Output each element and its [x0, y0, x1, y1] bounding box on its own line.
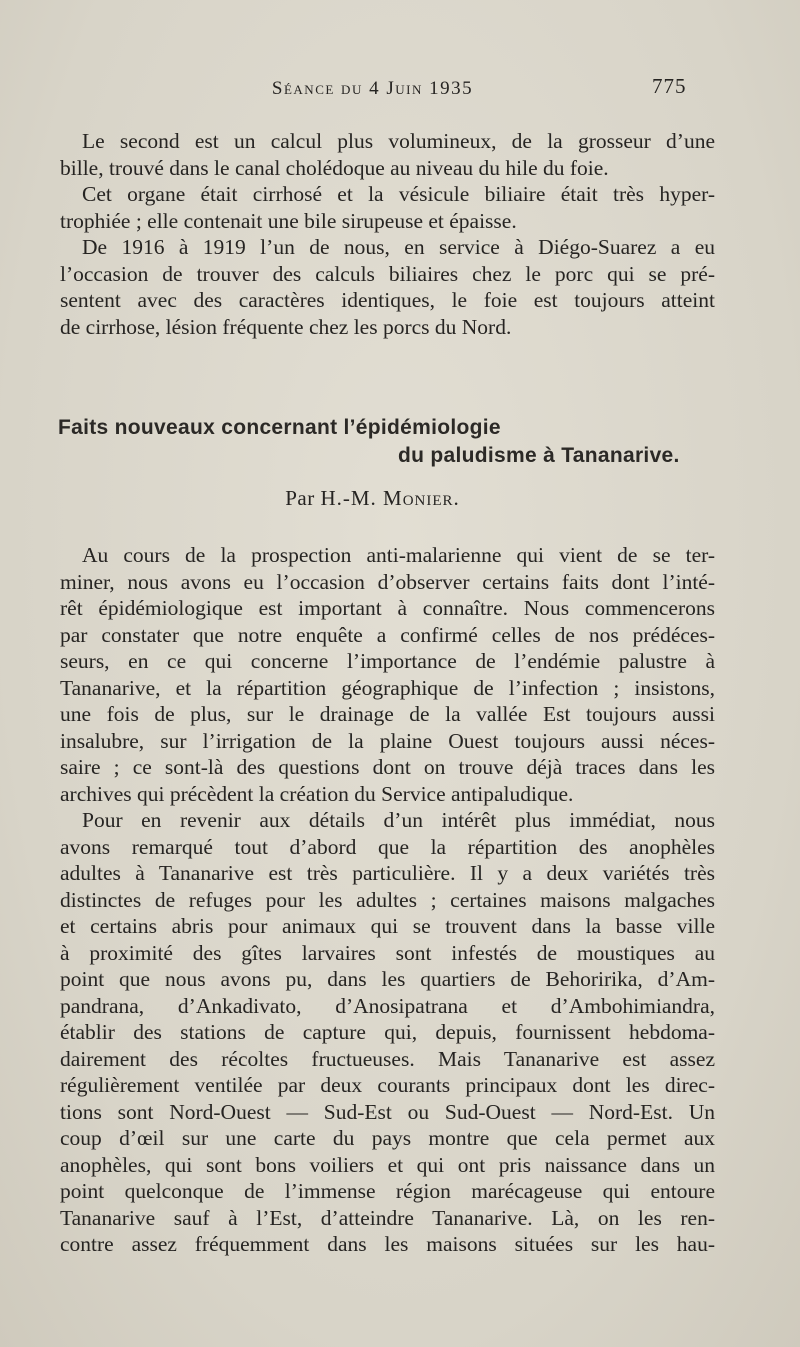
- text-line: avons remarqué tout d’abord que la répartition des anophèles: [60, 834, 715, 859]
- text-line: archives qui précèdent la création du Service antipaludique.: [60, 781, 574, 806]
- text-line: Le second est un calcul plus volumineux, de la grosseur d’une: [82, 129, 715, 153]
- text-line: à proximité des gîtes larvaires sont infestés de moustiques au: [60, 940, 715, 965]
- intro-paragraph-3: [60, 234, 715, 340]
- text-line: établir des stations de capture qui, depuis, fournissent hebdoma-: [60, 1020, 715, 1044]
- running-title: Séance du 4 Juin 1935: [271, 78, 474, 99]
- body-paragraph-1: [60, 542, 715, 807]
- text-line: saire ; ce sont-là des questions dont on trouve déjà traces dans les: [60, 755, 715, 779]
- text-line: Au cours de la prospection anti-malarienne qui vient de se ter-: [82, 543, 715, 567]
- page-bottom-margin: [60, 1220, 715, 1320]
- byline-prefix: Par: [285, 486, 315, 510]
- text-line: bille, trouvé dans le canal cholédoque au niveau du hile du foie.: [60, 155, 609, 180]
- intro-paragraph-1: [60, 128, 715, 181]
- text-line: anophèles, qui sont bons voiliers et qui ont pris naissance dans un: [60, 1152, 715, 1177]
- text-line: Pour en revenir aux détails d’un intérêt plus immédiat, nous: [82, 808, 715, 832]
- article-title: [58, 416, 698, 468]
- page-number: 775: [652, 74, 687, 98]
- text-line: sentent avec des caractères identiques, le foie est toujours atteint: [60, 288, 715, 312]
- text-line: adultes à Tananarive est très particulière. Il y a deux variétés très: [60, 861, 715, 885]
- intro-paragraph-2: [60, 181, 715, 234]
- text-line: Cet organe était cirrhosé et la vésicule biliaire était très hyper-: [82, 182, 715, 206]
- text-line: distinctes de refuges pour les adultes ; certaines maisons malgaches: [60, 887, 715, 912]
- byline: [0, 486, 745, 511]
- text-line: De 1916 à 1919 l’un de nous, en service à Diégo-Suarez a eu: [82, 235, 715, 259]
- text-line: miner, nous avons eu l’occasion d’observer certains faits dont l’inté-: [60, 569, 715, 594]
- text-line: une fois de plus, sur le drainage de la vallée Est toujours aussi: [60, 702, 715, 726]
- text-line: de cirrhose, lésion fréquente chez les porcs du Nord.: [60, 314, 512, 339]
- text-line: et certains abris pour animaux qui se trouvent dans la basse ville: [60, 914, 715, 938]
- text-line: Tananarive, et la répartition géographique de l’infection ; insistons,: [60, 675, 715, 700]
- article-title-line-2: du paludisme à Tananarive.: [398, 444, 680, 467]
- text-line: trophiée ; elle contenait une bile sirupeuse et épaisse.: [60, 208, 517, 233]
- text-line: l’occasion de trouver des calculs biliaires chez le porc qui se pré-: [60, 261, 715, 286]
- text-line: par constater que notre enquête a confirmé celles de nos prédéces-: [60, 622, 715, 647]
- article-title-line-1: Faits nouveaux concernant l’épidémiologie: [58, 416, 501, 439]
- byline-author: H.-M. Monier.: [320, 486, 460, 510]
- text-line: insalubre, sur l’irrigation de la plaine Ouest toujours aussi néces-: [60, 728, 715, 753]
- text-line: contre assez fréquemment dans les maisons situées sur les hau-: [60, 1232, 715, 1256]
- text-line: seurs, en ce qui concerne l’importance de l’endémie palustre à: [60, 649, 715, 673]
- text-line: point que nous avons pu, dans les quartiers de Behoririka, d’Am-: [60, 967, 715, 991]
- text-line: rêt épidémiologique est important à connaître. Nous commencerons: [60, 596, 715, 620]
- text-line: régulièrement ventilée par deux courants principaux dont les direc-: [60, 1073, 715, 1097]
- text-line: coup d’œil sur une carte du pays montre que cela permet aux: [60, 1126, 715, 1150]
- running-head: [0, 74, 800, 108]
- text-line: dairement des récoltes fructueuses. Mais Tananarive est assez: [60, 1046, 715, 1071]
- text-line: point quelconque de l’immense région marécageuse qui entoure: [60, 1179, 715, 1203]
- text-line: pandrana, d’Ankadivato, d’Anosipatrana et d’Ambohimiandra,: [60, 993, 715, 1018]
- text-line: tions sont Nord-Ouest — Sud-Est ou Sud-Ouest — Nord-Est. Un: [60, 1099, 715, 1124]
- body-paragraph-2: [60, 807, 715, 1258]
- text-line: Tananarive sauf à l’Est, d’atteindre Tananarive. Là, on les ren-: [60, 1205, 715, 1230]
